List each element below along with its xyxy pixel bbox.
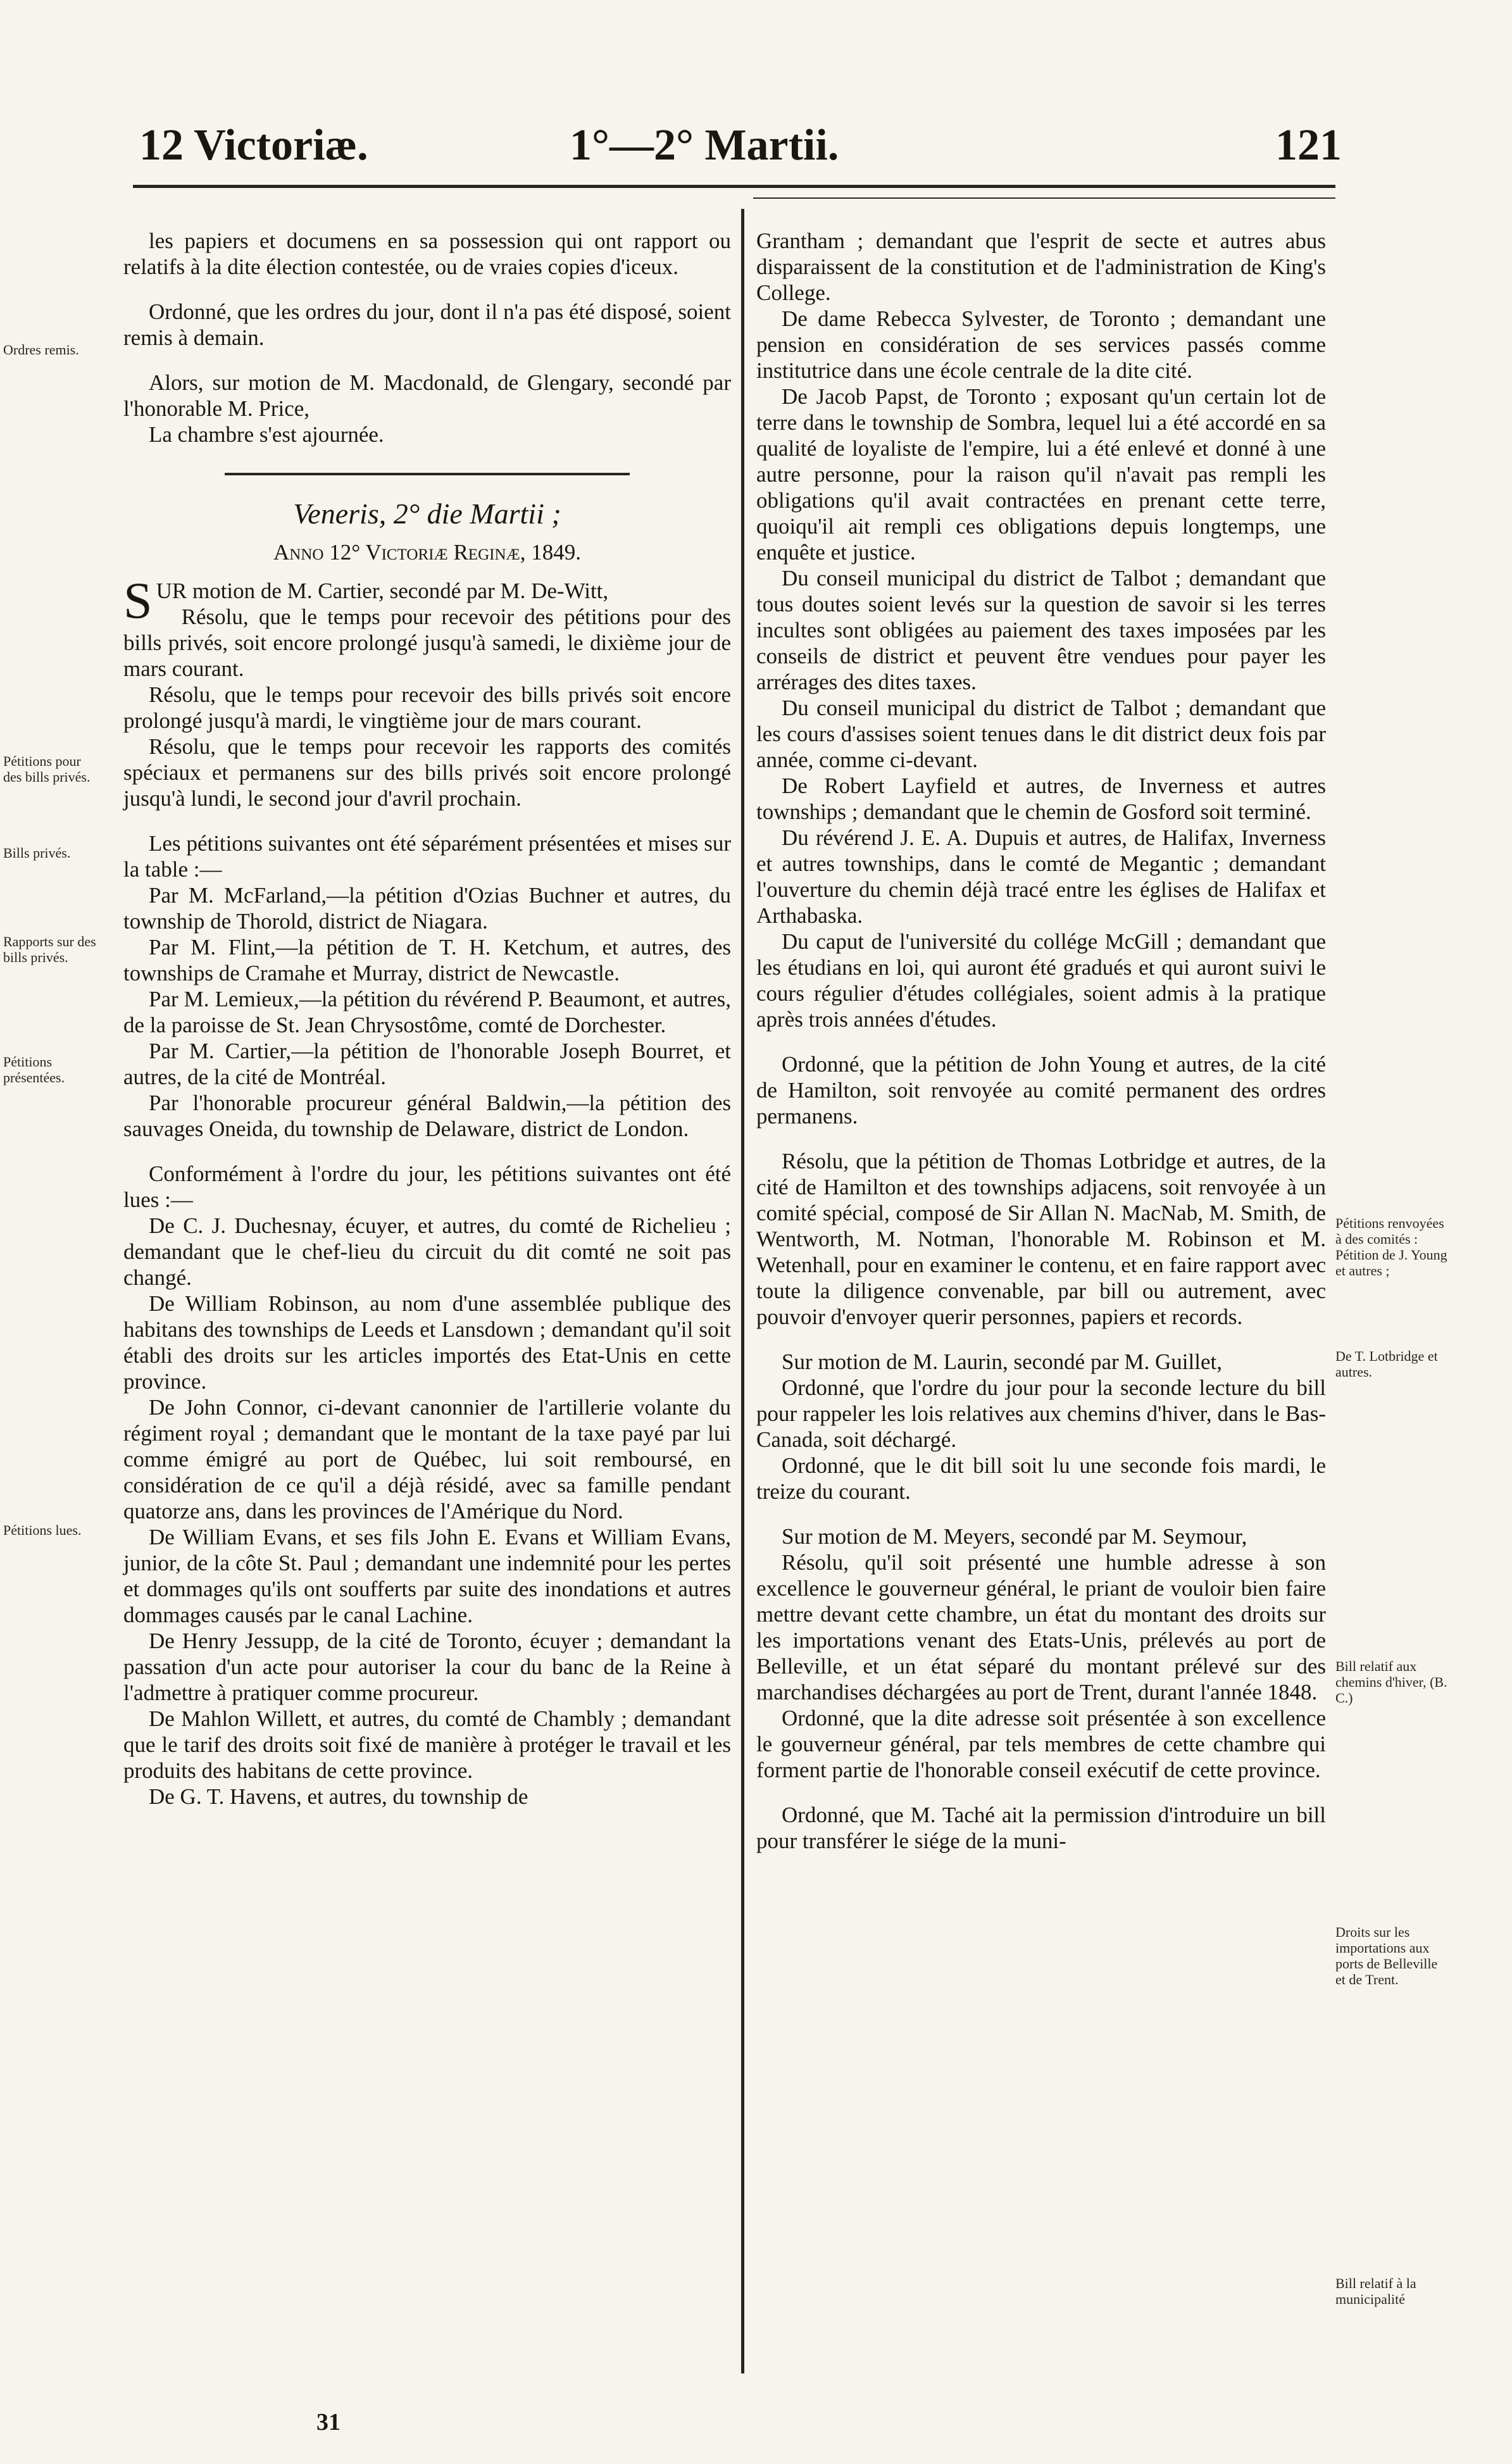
right-column xyxy=(756,228,1326,1854)
paragraph: Alors, sur motion de M. Macdonald, de Glengary, secondé par l'honorable M. Price, xyxy=(123,370,731,421)
margin-note: De T. Lotbridge et autres. xyxy=(1335,1348,1438,1380)
margin-note: Pétitions pour des bills privés. xyxy=(3,753,91,785)
paragraph: De Mahlon Willett, et autres, du comté de Chambly ; demandant que le tarif des droits soit fixé de manière à protéger le travail et les produits des habitans de cette province. xyxy=(123,1706,731,1783)
printer-signature: 31 xyxy=(316,2409,341,2436)
margin-note: Pétitions lues. xyxy=(3,1522,82,1538)
paragraph: Sur motion de M. Laurin, secondé par M. Guillet, xyxy=(782,1349,1222,1374)
header-regnal-year: 12 Victoriæ. xyxy=(139,121,368,170)
paragraph: Les pétitions suivantes ont été séparément présentées et mises sur la table :— xyxy=(123,831,731,882)
paragraph: Du caput de l'université du collége McGill ; demandant que les étudians en loi, qui auront été gradués et qui auront suivi le cours régulier d'études collégiales, soient admis à la pratique après trois années d'études. xyxy=(756,929,1326,1032)
margin-note: Droits sur les importations aux ports de Belleville et de Trent. xyxy=(1335,1924,1438,1987)
margin-note: Bill relatif à la municipalité xyxy=(1335,2275,1416,2307)
page-number: 121 xyxy=(1275,121,1342,170)
paragraph: Du révérend J. E. A. Dupuis et autres, de Halifax, Inverness et autres townships, dans le comté de Megantic ; demandant l'ouverture du chemin déjà tracé entre les églises de Halifax et Arthabaska. xyxy=(756,825,1326,928)
paragraph: Sur motion de M. Meyers, secondé par M. Seymour, xyxy=(782,1524,1247,1549)
paragraph: Du conseil municipal du district de Talbot ; demandant que les cours d'assises soient tenues dans le dit district deux fois par année, comme ci-devant. xyxy=(756,696,1326,772)
paragraph: Grantham ; demandant que l'esprit de secte et autres abus disparaissent de la constitution et de l'administration de King's College. xyxy=(756,228,1326,305)
paragraph: De John Connor, ci-devant canonnier de l'artillerie volante du régiment royal ; demandant que le montant de la taxe payé par lui comme émigré au port de Québec, lui soit remboursé, en considération de ce qu'il a déjà résidé, avec sa famille pendant quatorze ans, dans les provinces de l'Amérique du Nord. xyxy=(123,1395,731,1523)
paragraph: De dame Rebecca Sylvester, de Toronto ; demandant une pension en considération de ses services passés comme institutrice dans une école centrale de la dite cité. xyxy=(756,306,1326,383)
margin-note: Rapports sur des bills privés. xyxy=(3,934,96,965)
margin-note: Bill relatif aux chemins d'hiver, (B. C.) xyxy=(1335,1658,1447,1706)
paragraph: Ordonné, que M. Taché ait la permission d'introduire un bill pour transférer le siége de la muni- xyxy=(756,1803,1326,1853)
paragraph: Par M. Lemieux,—la pétition du révérend P. Beaumont, et autres, de la paroisse de St. Jean Chrysostôme, comté de Dorchester. xyxy=(123,987,731,1037)
paragraph: De William Evans, et ses fils John E. Evans et William Evans, junior, de la côte St. Paul ; demandant une indemnité pour les pertes et dommages qu'ils ont soufferts par suite des inondations et autres dommages causés par le canal Lachine. xyxy=(123,1525,731,1627)
paragraph: Ordonné, que l'ordre du jour pour la seconde lecture du bill pour rappeler les lois relatives aux chemins d'hiver, dans le Bas-Canada, soit déchargé. xyxy=(756,1375,1326,1452)
header-rule-thin xyxy=(753,197,1335,199)
left-column xyxy=(123,228,731,1810)
paragraph: Par M. McFarland,—la pétition d'Ozias Buchner et autres, du township de Thorold, district de Niagara. xyxy=(123,883,731,934)
paragraph: Résolu, qu'il soit présenté une humble adresse à son excellence le gouverneur général, le priant de vouloir bien faire mettre devant cette chambre, un état du montant des droits sur les importations venant des Etats-Unis, prélevés au port de Belleville, et un état séparé du montant prélevé sur des marchandises déchargées au port de Trent, durant l'année 1848. xyxy=(756,1550,1326,1704)
paragraph: De Robert Layfield et autres, de Inverness et autres townships ; demandant que le chemin de Gosford soit terminé. xyxy=(756,773,1326,824)
paragraph: De Henry Jessupp, de la cité de Toronto, écuyer ; demandant la passation d'un acte pour autoriser la cour du banc de la Reine à l'admettre à pratiquer comme procureur. xyxy=(123,1629,731,1705)
paragraph: De Jacob Papst, de Toronto ; exposant qu'un certain lot de terre dans le township de Sombra, lequel lui a été accordé en sa qualité de loyaliste de l'empire, lui a été enlevé et donné à une autre personne, pour la raison qu'il n'avait pas rempli les obligations qu'il avait contractées en prenant cette terre, quoiqu'il ait rempli ces obligations depuis longtemps, une enquête et justice. xyxy=(756,384,1326,565)
margin-note: Pétitions présentées. xyxy=(3,1054,65,1085)
margin-note: Pétitions renvoyées à des comités : Pétition de J. Young et autres ; xyxy=(1335,1215,1447,1279)
paragraph: De William Robinson, au nom d'une assemblée publique des habitans des townships de Leeds et Lansdown ; demandant qu'il soit établi des droits sur les articles importés des Etat-Unis en cette province. xyxy=(123,1291,731,1394)
paragraph: Du conseil municipal du district de Talbot ; demandant que tous doutes soient levés sur la question de savoir si les terres incultes sont obligées au paiement des taxes imposées par les conseils de district et peuvent être vendues pour payer les arrérages des dites taxes. xyxy=(756,566,1326,694)
paragraph: Par M. Flint,—la pétition de T. H. Ketchum, et autres, des townships de Cramahe et Murray, district de Newcastle. xyxy=(123,935,731,985)
regnal-year-line: Anno 12° Victoriæ Reginæ, 1849. xyxy=(273,540,581,565)
paragraph: Ordonné, que la pétition de John Young et autres, de la cité de Hamilton, soit renvoyée au comité permanent des ordres permanens. xyxy=(756,1052,1326,1129)
page-header xyxy=(114,120,1342,177)
paragraph: Ordonné, que le dit bill soit lu une seconde fois mardi, le treize du courant. xyxy=(756,1453,1326,1504)
paragraph: les papiers et documens en sa possession qui ont rapport ou relatifs à la dite élection contestée, ou de vraies copies d'iceux. xyxy=(123,228,731,279)
paragraph: SUR motion de M. Cartier, secondé par M. De-Witt, xyxy=(123,572,609,629)
drop-cap: S xyxy=(123,572,153,629)
paragraph: Conformément à l'ordre du jour, les pétitions suivantes ont été lues :— xyxy=(123,1161,731,1212)
header-rule-thick xyxy=(133,185,1335,188)
paragraph: De C. J. Duchesnay, écuyer, et autres, du comté de Richelieu ; demandant que le chef-lieu du circuit du dit comté ne soit pas changé. xyxy=(123,1213,731,1290)
paragraph: Ordonné, que les ordres du jour, dont il n'a pas été disposé, soient remis à demain. xyxy=(123,299,731,350)
paragraph: Résolu, que le temps pour recevoir des bills privés soit encore prolongé jusqu'à mardi, le vingtième jour de mars courant. xyxy=(123,682,731,733)
header-date: 1°—2° Martii. xyxy=(570,121,839,170)
paragraph: Par l'honorable procureur général Baldwin,—la pétition des sauvages Oneida, du township de Delaware, district de London. xyxy=(123,1091,731,1141)
paragraph: De G. T. Havens, et autres, du township de xyxy=(149,1784,528,1809)
sitting-date-title: Veneris, 2° die Martii ; xyxy=(293,497,561,530)
paragraph: Résolu, que le temps pour recevoir des pétitions pour des bills privés, soit encore prolongé jusqu'à samedi, le dixième jour de mars courant. xyxy=(123,604,731,681)
paragraph: Résolu, que la pétition de Thomas Lotbridge et autres, de la cité de Hamilton et des townships adjacens, soit renvoyée à un comité spécial, composé de Sir Allan N. MacNab, M. Smith, de Wentworth, M. Notman, l'honorable M. Robinson et M. Wetenhall, pour en examiner le contenu, et en faire rapport avec toute la diligence convenable, par bill ou autrement, avec pouvoir d'envoyer querir personnes, papiers et records. xyxy=(756,1149,1326,1329)
column-divider xyxy=(741,209,744,2373)
paragraph: La chambre s'est ajournée. xyxy=(149,422,384,447)
margin-note: Ordres remis. xyxy=(3,342,79,358)
margin-note: Bills privés. xyxy=(3,845,71,861)
paragraph: Par M. Cartier,—la pétition de l'honorable Joseph Bourret, et autres, de la cité de Montréal. xyxy=(123,1039,731,1089)
section-rule xyxy=(225,473,630,475)
paragraph: Ordonné, que la dite adresse soit présentée à son excellence le gouverneur général, par tels membres de cette chambre qui forment partie de l'honorable conseil exécutif de cette province. xyxy=(756,1706,1326,1782)
paragraph: Résolu, que le temps pour recevoir les rapports des comités spéciaux et permanens sur des bills privés soit encore prolongé jusqu'à lundi, le second jour d'avril prochain. xyxy=(123,734,731,811)
